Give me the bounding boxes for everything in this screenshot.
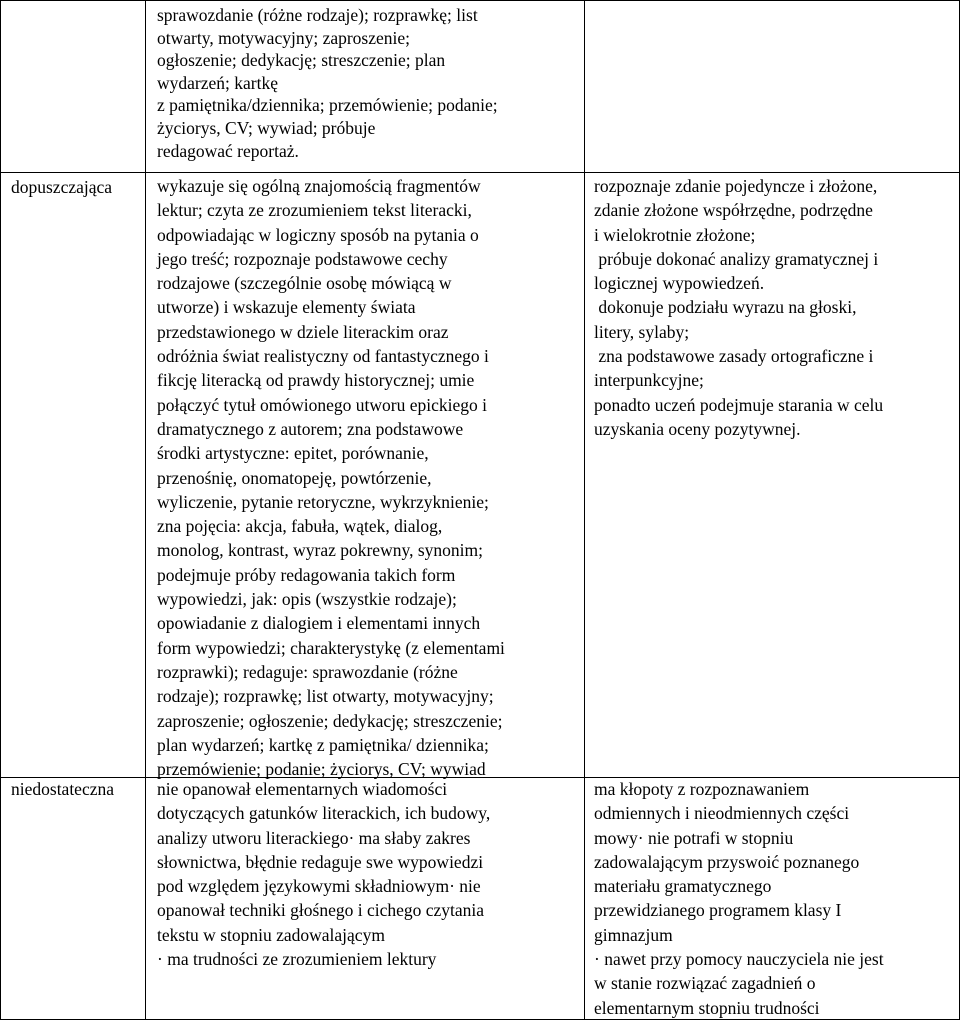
row-divider-1 — [0, 172, 960, 173]
text-line: gimnazjum — [594, 924, 673, 945]
text-line: zna podstawowe zasady ortograficzne i — [594, 346, 874, 367]
text-line: wykazuje się ogólną znajomością fragmentów — [157, 176, 481, 196]
table-border-top — [0, 0, 960, 1]
text-line: form wypowiedzi; charakterystykę (z elementami — [157, 637, 505, 658]
text-line: dotyczących gatunków literackich, ich budowy, — [157, 803, 491, 824]
text-line: interpunkcyjne; — [594, 370, 704, 391]
text-line: litery, sylaby; — [594, 321, 690, 342]
text-line: elementarnym stopniu trudności — [594, 997, 820, 1018]
requirements-cell — [157, 3, 498, 161]
table-border-col2 — [584, 0, 585, 1020]
requirements-cell — [157, 174, 505, 781]
text-line: i wielokrotnie złożone; — [594, 224, 756, 245]
text-line: z pamiętnika/dziennika; przemówienie; podanie; — [157, 95, 498, 116]
text-line: logicznej wypowiedzeń. — [594, 273, 765, 294]
text-line: · ma trudności ze zrozumieniem lektury — [157, 949, 437, 970]
text-line: zna pojęcia: akcja, fabuła, wątek, dialog, — [157, 516, 443, 537]
text-line: redagować reportaż. — [157, 140, 299, 161]
requirements-cell — [157, 777, 490, 971]
grade-cell: niedostateczna — [11, 779, 115, 799]
text-line: ogłoszenie; dedykację; streszczenie; plan — [157, 50, 446, 71]
text-line: uzyskania oceny pozytywnej. — [594, 418, 801, 439]
text-line: wyliczenie, pytanie retoryczne, wykrzyknienie; — [157, 491, 489, 512]
text-line: rodzaje); rozprawkę; list otwarty, motywacyjny; — [157, 686, 494, 707]
text-line: ma kłopoty z rozpoznawaniem — [594, 779, 810, 799]
text-line: mowy· nie potrafi w stopniu — [594, 827, 794, 848]
grade-cell: dopuszczająca — [11, 177, 113, 197]
text-line: tekstu w stopniu zadowalającym — [157, 924, 385, 945]
text-line: otwarty, motywacyjny; zaproszenie; — [157, 27, 411, 48]
text-line: próbuje dokonać analizy gramatycznej i — [594, 248, 879, 269]
grammar-cell — [594, 174, 883, 441]
table-border-left — [0, 0, 1, 1020]
text-line: przedstawionego w dziele literackim oraz — [157, 321, 449, 342]
text-line: dramatycznego z autorem; zna podstawowe — [157, 418, 464, 439]
text-line: środki artystyczne: epitet, porównanie, — [157, 443, 429, 464]
text-line: rozpoznaje zdanie pojedyncze i złożone, — [594, 176, 878, 196]
text-line: odróżnia świat realistyczny od fantastycznego i — [157, 346, 489, 367]
text-line: nie opanował elementarnych wiadomości — [157, 779, 448, 799]
text-line: opowiadanie z dialogiem i elementami innych — [157, 613, 481, 634]
text-line: pod względem językowymi składniowym· nie — [157, 876, 481, 897]
text-line: fikcję literacką od prawdy historycznej; umie — [157, 370, 475, 391]
text-line: przenośnię, onomatopeję, powtórzenie, — [157, 467, 432, 488]
text-line: zdanie złożone współrzędne, podrzędne — [594, 200, 873, 221]
text-line: wypowiedzi, jak: opis (wszystkie rodzaje); — [157, 589, 457, 610]
text-line: dokonuje podziału wyrazu na głoski, — [594, 297, 857, 318]
text-line: wydarzeń; kartkę — [157, 72, 278, 93]
text-line: odmiennych i nieodmiennych części — [594, 803, 850, 824]
text-line: opanował techniki głośnego i cichego czytania — [157, 900, 485, 921]
text-line: słownictwa, błędnie redaguje swe wypowiedzi — [157, 851, 484, 872]
text-line: plan wydarzeń; kartkę z pamiętnika/ dziennika; — [157, 734, 489, 755]
text-line: monolog, kontrast, wyraz pokrewny, synonim; — [157, 540, 483, 561]
text-line: zadowalającym przyswoić poznanego — [594, 851, 860, 872]
text-line: analizy utworu literackiego· ma słaby zakres — [157, 827, 471, 848]
text-line: przewidzianego programem klasy I — [594, 900, 842, 921]
text-line: · nawet przy pomocy nauczyciela nie jest — [594, 949, 884, 970]
text-line: utworze) i wskazuje elementy świata — [157, 297, 416, 318]
text-line: odpowiadając w logiczny sposób na pytania o — [157, 224, 479, 245]
text-line: podejmuje próby redagowania takich form — [157, 564, 456, 585]
text-line: połączyć tytuł omówionego utworu epickiego i — [157, 394, 487, 415]
text-line: w stanie rozwiązać zagadnień o — [594, 973, 816, 994]
text-line: sprawozdanie (różne rodzaje); rozprawkę; list — [157, 5, 478, 25]
grammar-cell — [594, 777, 884, 1020]
text-line: jego treść; rozpoznaje podstawowe cechy — [157, 248, 448, 269]
text-line: ponadto uczeń podejmuje starania w celu — [594, 394, 884, 415]
text-line: życiorys, CV; wywiad; próbuje — [157, 117, 376, 138]
text-line: materiału gramatycznego — [594, 876, 772, 897]
text-line: rozprawki); redaguje: sprawozdanie (różne — [157, 661, 458, 682]
text-line: zaproszenie; ogłoszenie; dedykację; streszczenie; — [157, 710, 503, 731]
table-border-col1 — [145, 0, 146, 1020]
text-line: przemówienie; podanie; życiorys, CV; wywiad — [157, 759, 486, 780]
text-line: lektur; czyta ze zrozumieniem tekst literacki, — [157, 200, 472, 221]
text-line: rodzajowe (szczególnie osobę mówiącą w — [157, 273, 452, 294]
